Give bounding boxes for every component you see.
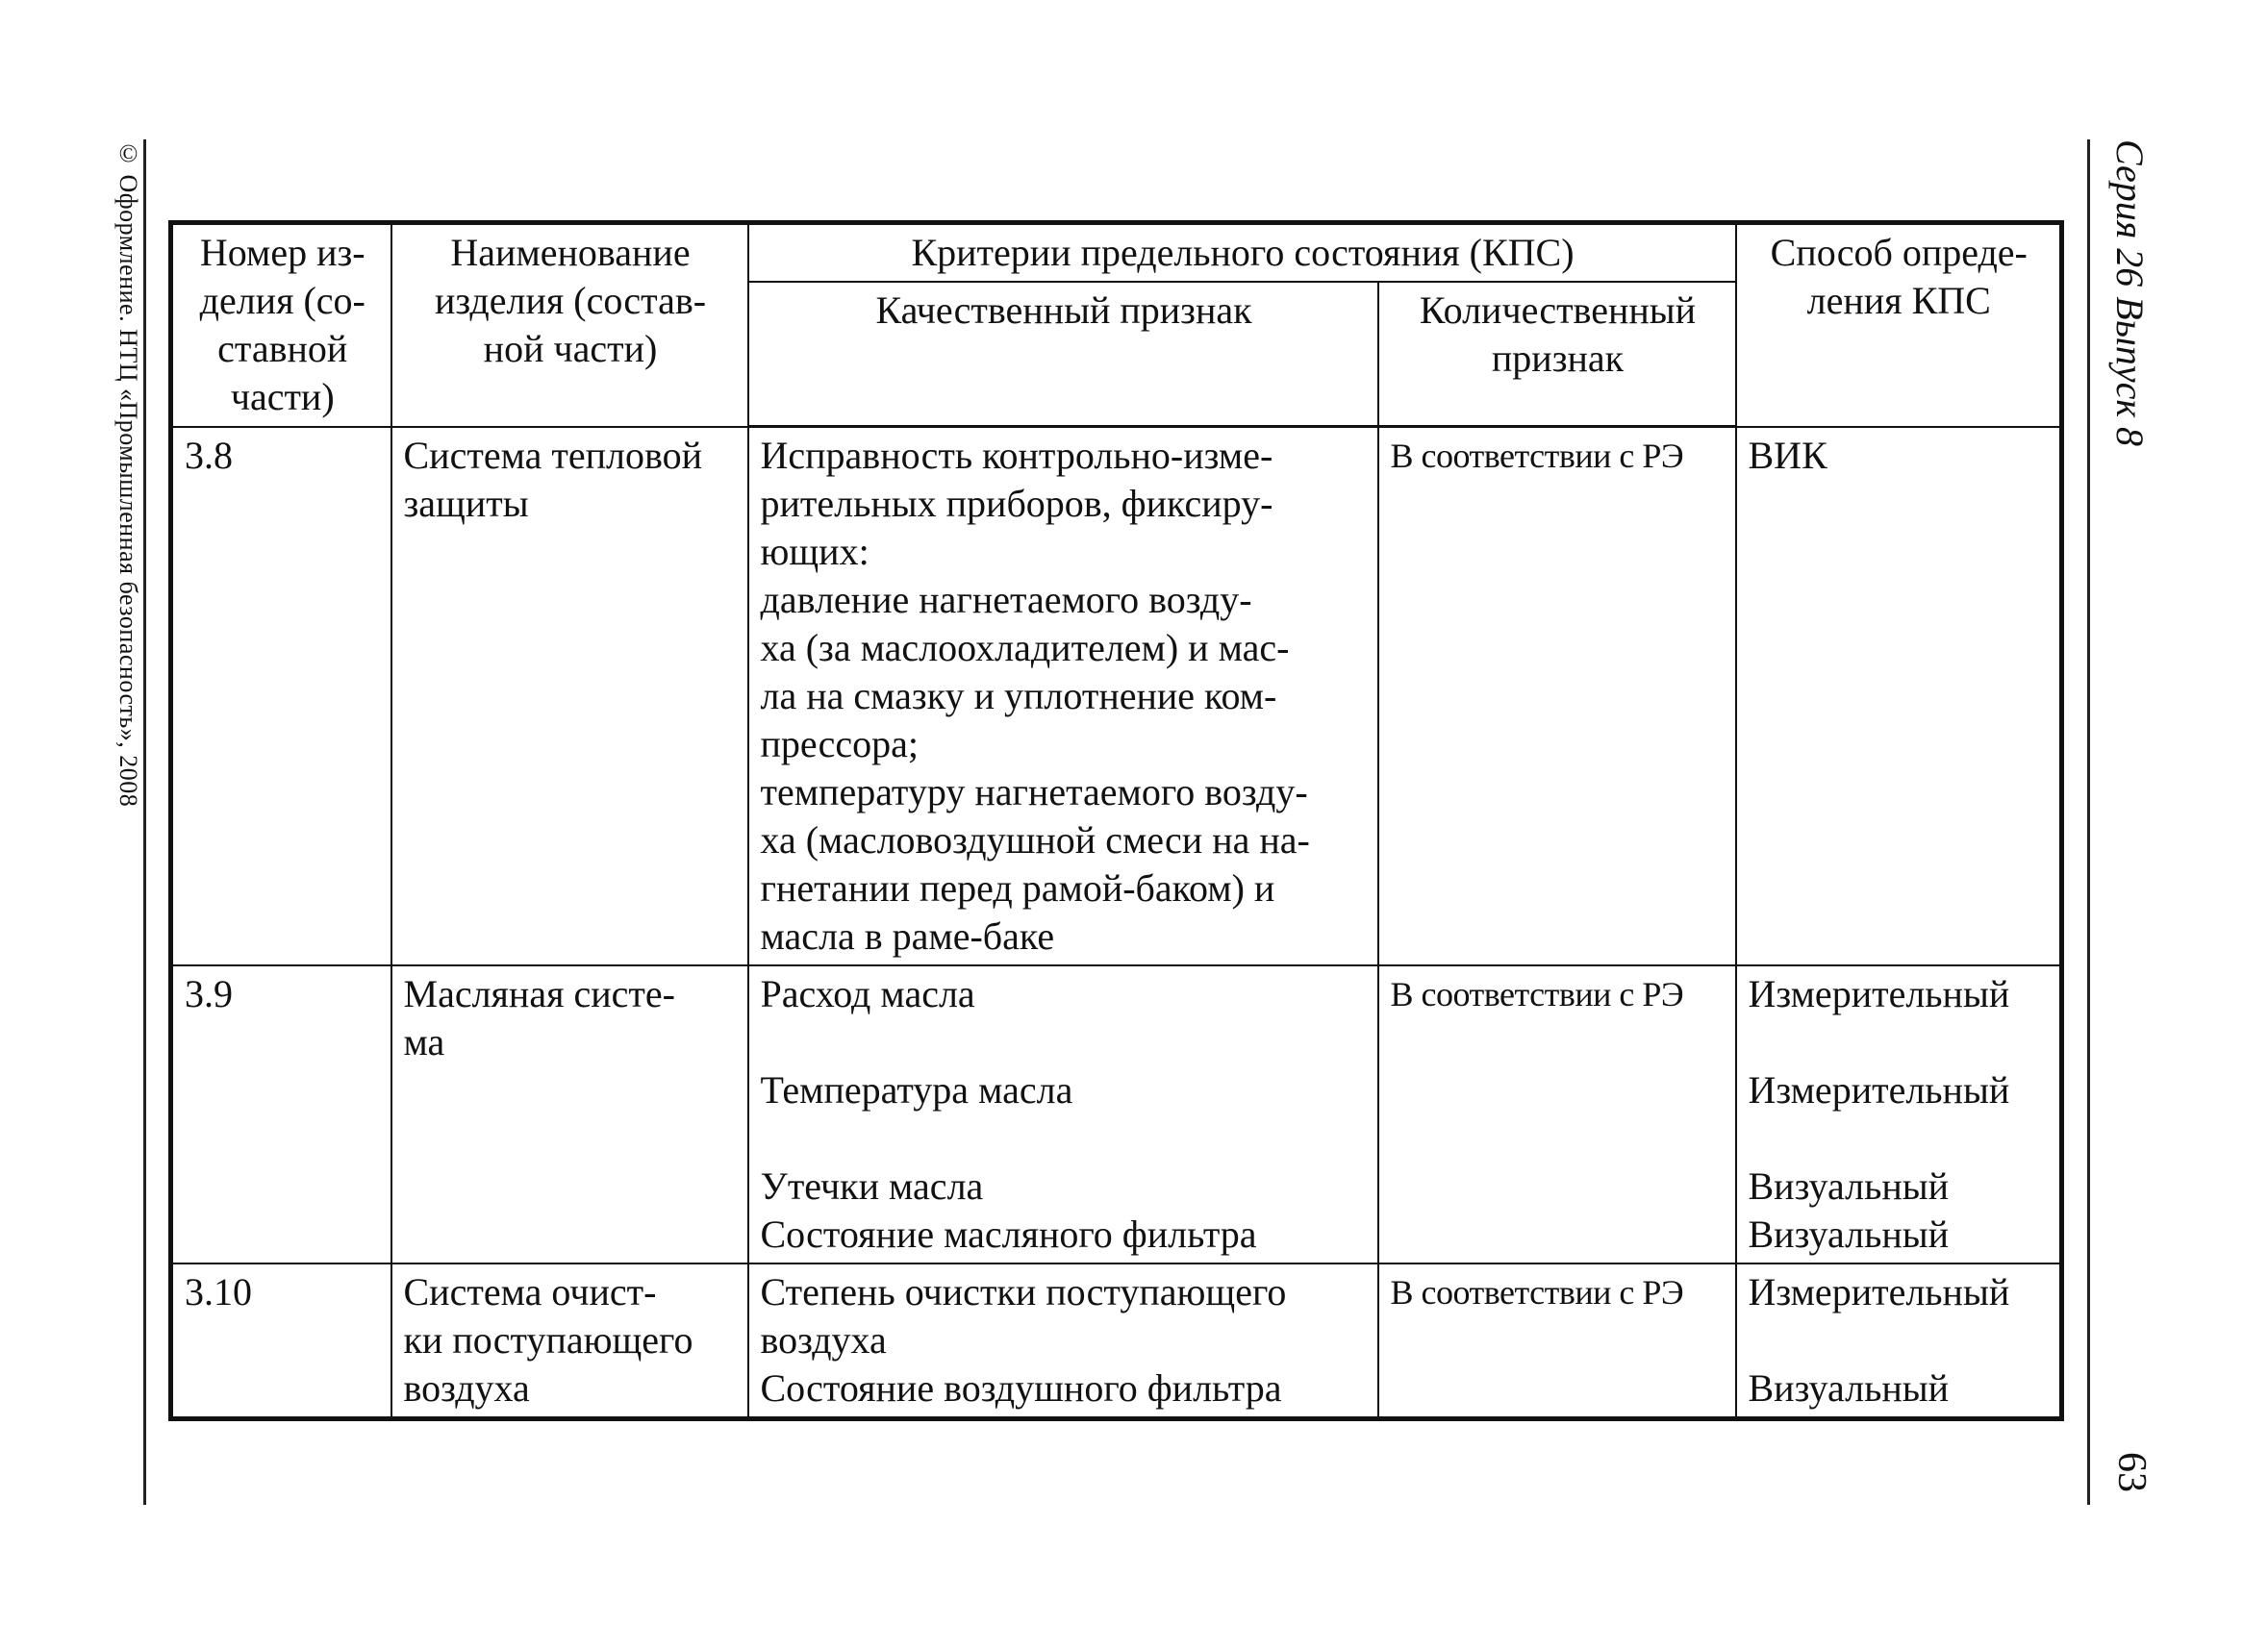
text-line: изделия (состав- xyxy=(434,279,707,322)
text-line: ления КПС xyxy=(1806,279,1991,322)
quantitative-cell xyxy=(1378,1263,1736,1419)
kps-table xyxy=(168,220,2064,1421)
text-line: масла в раме-баке xyxy=(760,914,1055,958)
copyright-note: © Оформление. НТЦ «Промышленная безопасность», 2008 xyxy=(114,139,142,808)
qualitative-cell xyxy=(748,965,1378,1263)
text-line: воздуха xyxy=(403,1366,530,1410)
header-item-name xyxy=(391,223,748,427)
header-criteria xyxy=(748,223,1736,283)
header-determination-method xyxy=(1736,223,2062,427)
text-line: температуру нагнетаемого возду- xyxy=(760,770,1308,813)
text-line: Способ опреде- xyxy=(1770,231,2028,274)
blank-line xyxy=(1749,1316,2051,1364)
text-line: 3.9 xyxy=(185,972,233,1015)
text-line: Степень очистки поступающего xyxy=(760,1270,1287,1313)
header-quantitative-sign xyxy=(1378,282,1736,427)
text-line: гнетании перед рамой-баком) и xyxy=(760,866,1275,910)
text-line: ки поступающего xyxy=(403,1318,693,1362)
quantitative-cell xyxy=(1378,427,1736,966)
series-header: Серия 26 Выпуск 8 xyxy=(2108,139,2152,447)
text-line: ха (за маслоохладителем) и мас- xyxy=(760,626,1290,669)
quantitative-cell xyxy=(1378,965,1736,1263)
blank-line xyxy=(761,1018,1368,1066)
table-row xyxy=(171,965,2062,1263)
text-line: рительных приборов, фиксиру- xyxy=(760,482,1273,525)
qualitative-cell xyxy=(748,427,1378,966)
text-line: В соответствии с РЭ xyxy=(1390,1273,1684,1312)
text-line: Количественный xyxy=(1419,288,1697,332)
text-line: части) xyxy=(230,375,335,418)
left-margin-rule xyxy=(143,139,146,1505)
blank-line xyxy=(1749,1018,2051,1066)
page-number: 63 xyxy=(2109,1452,2154,1492)
blank-line xyxy=(1749,1114,2051,1163)
text-line: 3.10 xyxy=(185,1270,252,1313)
text-line: В соответствии с РЭ xyxy=(1390,437,1684,475)
item-name-cell xyxy=(391,965,748,1263)
text-line: Состояние воздушного фильтра xyxy=(760,1366,1282,1410)
text-line: ха (масловоздушной смеси на на- xyxy=(760,818,1310,862)
item-name-cell xyxy=(391,427,748,966)
text-line: Исправность контрольно-изме- xyxy=(760,434,1273,477)
text-line: делия (со- xyxy=(199,279,365,322)
text-line: прессора; xyxy=(760,722,920,765)
text-line: ла на смазку и уплотнение ком- xyxy=(760,674,1277,717)
qualitative-cell xyxy=(748,1263,1378,1419)
text-line: Номер из- xyxy=(199,231,365,274)
text-line: воздуха xyxy=(760,1318,887,1362)
text-line: ВИК xyxy=(1748,433,1827,477)
table-row xyxy=(171,427,2062,966)
text-line: 3.8 xyxy=(185,433,233,477)
text-line: В соответствии с РЭ xyxy=(1390,975,1684,1013)
method-cell xyxy=(1736,965,2062,1263)
item-number-cell xyxy=(171,1263,391,1419)
text-line: Утечки масла xyxy=(760,1164,984,1208)
text-line: Визуальный xyxy=(1748,1366,1950,1410)
right-margin-rule xyxy=(2087,139,2090,1505)
text-line: Состояние масляного фильтра xyxy=(760,1213,1257,1256)
item-number-cell xyxy=(171,965,391,1263)
text-line: Визуальный xyxy=(1748,1213,1950,1256)
text-line: ставной xyxy=(217,327,348,370)
method-cell xyxy=(1736,1263,2062,1419)
header-item-number xyxy=(171,223,391,427)
text-line: Наименование xyxy=(450,231,691,274)
text-line: давление нагнетаемого возду- xyxy=(760,578,1252,621)
text-line: Визуальный xyxy=(1748,1164,1950,1208)
text-line: ющих: xyxy=(760,530,869,573)
text-line: ма xyxy=(403,1020,445,1063)
text-line: Измерительный xyxy=(1748,1068,2010,1112)
text-line: ной части) xyxy=(483,327,658,370)
method-cell xyxy=(1736,427,2062,966)
text-line: Масляная систе- xyxy=(403,972,675,1015)
text-line: Система тепловой xyxy=(403,433,702,477)
text-line: Температура масла xyxy=(760,1068,1073,1112)
item-name-cell xyxy=(391,1263,748,1419)
item-number-cell xyxy=(171,427,391,966)
text-line: Измерительный xyxy=(1748,1270,2010,1313)
text-line: Измерительный xyxy=(1748,972,2010,1015)
text-line: Расход масла xyxy=(760,972,975,1015)
header-qualitative-sign xyxy=(748,282,1378,427)
text-line: защиты xyxy=(403,481,529,525)
text-line: признак xyxy=(1491,337,1625,380)
text-line: Критерии предельного состояния (КПС) xyxy=(911,231,1575,274)
text-line: Качественный признак xyxy=(875,288,1252,332)
blank-line xyxy=(761,1114,1368,1163)
table-row xyxy=(171,1263,2062,1419)
text-line: Система очист- xyxy=(403,1270,657,1313)
